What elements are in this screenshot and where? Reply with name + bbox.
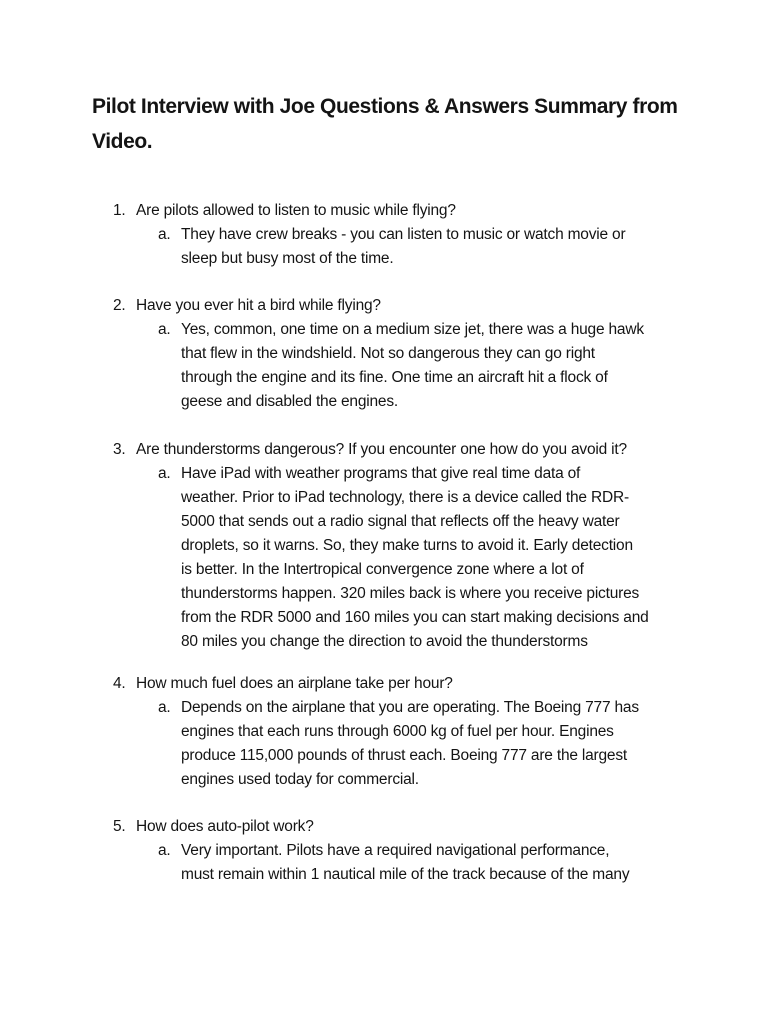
answer-line: Depends on the airplane that you are operating. The Boeing 777 has [181, 699, 639, 716]
question-text: Are pilots allowed to listen to music while flying? [136, 202, 456, 219]
document-title-line-2: Video. [92, 130, 153, 153]
question-number: 1. [113, 202, 126, 219]
answer-line: geese and disabled the engines. [181, 393, 399, 410]
answer-marker: a. [158, 842, 171, 859]
question-text: Are thunderstorms dangerous? If you encounter one how do you avoid it? [136, 441, 627, 458]
answer-line: droplets, so it warns. So, they make turns to avoid it. Early detection [181, 537, 633, 554]
answer-line: engines used today for commercial. [181, 771, 419, 788]
question-text: How much fuel does an airplane take per hour? [136, 675, 453, 692]
answer-line: 5000 that sends out a radio signal that reflects off the heavy water [181, 513, 620, 530]
answer-line: is better. In the Intertropical convergence zone where a lot of [181, 561, 584, 578]
answer-line: Very important. Pilots have a required navigational performance, [181, 842, 610, 859]
answer-marker: a. [158, 226, 171, 243]
answer-marker: a. [158, 321, 171, 338]
answer-line: through the engine and its fine. One time an aircraft hit a flock of [181, 369, 608, 386]
answer-marker: a. [158, 465, 171, 482]
answer-line: 80 miles you change the direction to avoid the thunderstorms [181, 633, 588, 650]
answer-line: must remain within 1 nautical mile of the track because of the many [181, 866, 630, 883]
answer-line: engines that each runs through 6000 kg of fuel per hour. Engines [181, 723, 614, 740]
question-number: 2. [113, 297, 126, 314]
question-text: Have you ever hit a bird while flying? [136, 297, 381, 314]
answer-line: Have iPad with weather programs that give real time data of [181, 465, 581, 482]
answer-line: They have crew breaks - you can listen to music or watch movie or [181, 226, 626, 243]
answer-line: Yes, common, one time on a medium size jet, there was a huge hawk [181, 321, 644, 338]
answer-line: sleep but busy most of the time. [181, 250, 394, 267]
answer-line: thunderstorms happen. 320 miles back is where you receive pictures [181, 585, 640, 602]
answer-line: from the RDR 5000 and 160 miles you can start making decisions and [181, 609, 649, 626]
answer-line: weather. Prior to iPad technology, there is a device called the RDR- [181, 489, 629, 506]
document-title-line-1: Pilot Interview with Joe Questions & Answers Summary from [92, 95, 678, 118]
answer-marker: a. [158, 699, 171, 716]
answer-line: that flew in the windshield. Not so dangerous they can go right [181, 345, 595, 362]
question-number: 4. [113, 675, 126, 692]
answer-line: produce 115,000 pounds of thrust each. Boeing 777 are the largest [181, 747, 628, 764]
question-text: How does auto-pilot work? [136, 818, 314, 835]
question-number: 3. [113, 441, 126, 458]
question-number: 5. [113, 818, 126, 835]
